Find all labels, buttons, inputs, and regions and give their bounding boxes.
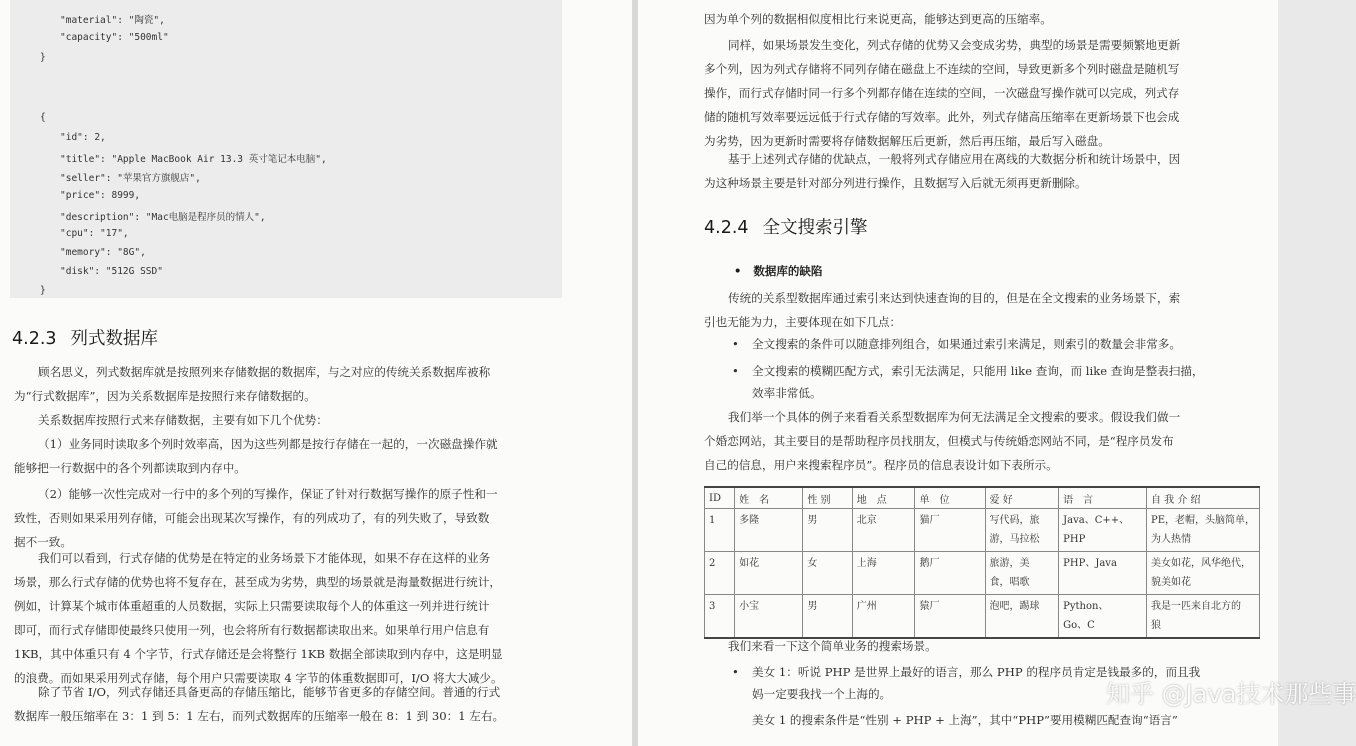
cell-line: PHP xyxy=(1063,534,1086,545)
column-header: 地 点 xyxy=(852,487,915,509)
text-line: 多个列，因为列式存储将不同列存储在磁盘上不连续的空间，导致更新多个列时磁盘是随机写 xyxy=(704,62,1180,76)
column-header: 性 别 xyxy=(803,487,852,509)
cell-line: Java、C++、 xyxy=(1063,515,1130,526)
code-line: } xyxy=(40,52,46,63)
text-line: 我们可以看到，行式存储的优势是在特定的业务场景下才能体现，如果不存在这样的业务 xyxy=(38,551,491,565)
watermark: 知乎 @Java技术那些事 xyxy=(1106,680,1356,708)
cell-line: 旅游，美 xyxy=(989,558,1030,569)
column-header: ID xyxy=(705,487,735,509)
text-line: 数据库一般压缩率在 3：1 到 5：1 左右，而列式数据库的压缩率一般在 8：1 到 30：1 左右。 xyxy=(14,709,505,723)
text-line: 自己的信息，用户来搜索程序员”。程序员的信息表设计如下表所示。 xyxy=(704,458,1058,472)
paragraph xyxy=(14,546,503,690)
table-cell: 1 xyxy=(705,509,735,552)
column-header: 单 位 xyxy=(915,487,985,509)
code-line: "material": "陶瓷", xyxy=(60,15,165,26)
cell-line: 游，马拉松 xyxy=(989,534,1040,545)
table-cell: 2 xyxy=(705,552,735,595)
code-line: "price": 8999, xyxy=(60,190,141,201)
text-line: 引也无能为力，主要体现在如下几点： xyxy=(704,315,902,329)
column-header: 姓 名 xyxy=(735,487,803,509)
code-line: "disk": "512G SSD" xyxy=(60,266,163,277)
paragraph xyxy=(752,708,1178,732)
text-line: 效率非常低。 xyxy=(752,386,822,400)
table-cell: 上海 xyxy=(852,552,915,595)
text-line: 例如，计算某个城市体重超重的人员数据，实际上只需要读取每个人的体重这一列并进行统计 xyxy=(14,599,490,613)
code-line: "id": 2, xyxy=(60,132,106,143)
table-cell: 鹅厂 xyxy=(915,552,985,595)
table-cell xyxy=(1059,509,1147,552)
text-line: 全文搜索的条件可以随意排列组合，如果通过索引来满足，则索引的数量会非常多。 xyxy=(752,337,1181,351)
text-line: 全文搜索的模糊匹配方式，索引无法满足，只能用 like 查询，而 like 查询是整表扫描， xyxy=(752,364,1204,378)
table-cell xyxy=(1059,552,1147,595)
text-line: 美女 1 的搜索条件是“性别 + PHP + 上海”，其中“PHP”要用模糊匹配查询“语言” xyxy=(752,713,1178,727)
table-cell: 广州 xyxy=(852,595,915,639)
table-cell: 男 xyxy=(803,509,852,552)
text-line: 我们来看一下这个简单业务的搜索场景。 xyxy=(728,639,937,653)
cell-line: Go、C xyxy=(1063,620,1095,631)
section-heading-4-2-4 xyxy=(704,214,868,239)
code-line: "title": "Apple MacBook Air 13.3 英寸笔记本电脑", xyxy=(60,154,327,165)
code-block xyxy=(10,0,562,298)
cell-line: PE，老帽，头脑简单， xyxy=(1150,515,1255,526)
section-number: 4.2.3 xyxy=(12,329,57,349)
programmer-info-table xyxy=(704,486,1260,639)
cell-line: 美女如花，风华绝代， xyxy=(1150,558,1251,569)
text-line: 的浪费。而如果采用列式存储，每个用户只需要读取 4 字节的体重数据即可，I/O 将大大减少。 xyxy=(14,671,503,685)
paragraph xyxy=(14,482,498,554)
table-cell xyxy=(985,595,1059,639)
column-header: 自 我 介 绍 xyxy=(1146,487,1259,509)
text-line: 为劣势，因为更新时需要将存储数据解压后更新，然后再压缩，最后写入磁盘。 xyxy=(704,134,1110,148)
paragraph xyxy=(14,432,498,480)
text-line: 储的随机写效率要远远低于行式存储的写效率。此外，列式存储高压缩率在更新场景下也会成 xyxy=(704,110,1180,124)
code-line: "description": "Mac电脑是程序员的情人", xyxy=(60,212,266,223)
cell-line: 狼 xyxy=(1150,620,1161,631)
table-row xyxy=(705,509,1260,552)
cell-line: 食，唱歌 xyxy=(989,577,1030,588)
paragraph xyxy=(38,408,328,432)
paragraph xyxy=(704,33,1180,153)
text-line: 操作，而行式存储时同一行多个列都存储在连续的空间，一次磁盘写操作就可以完成，列式存 xyxy=(704,86,1180,100)
code-line: "cpu": "17", xyxy=(60,228,129,239)
column-header: 爱 好 xyxy=(985,487,1059,509)
table-row xyxy=(705,552,1260,595)
table-cell: 男 xyxy=(803,595,852,639)
cell-line: 貌美如花 xyxy=(1150,577,1191,588)
text-line: 为“行式数据库”，因为关系数据库是按照行来存储数据的。 xyxy=(14,389,316,403)
table-cell: 女 xyxy=(803,552,852,595)
cell-line: 泡吧，踢球 xyxy=(989,601,1040,612)
text-line: 妈一定要我找一个上海的。 xyxy=(752,687,892,701)
table-cell: 猿厂 xyxy=(915,595,985,639)
table-cell: 小宝 xyxy=(735,595,803,639)
table-cell xyxy=(985,552,1059,595)
bullet-dot-icon: • xyxy=(734,264,742,278)
code-line: "capacity": "500ml" xyxy=(60,32,169,43)
bullet-dot-icon: • xyxy=(732,364,739,378)
paragraph xyxy=(14,680,504,728)
text-line: （2）能够一次性完成对一行中的多个列的写操作，保证了针对行数据写操作的原子性和一 xyxy=(38,487,498,501)
table-cell xyxy=(1146,595,1259,639)
text-line: 除了节省 I/O，列式存储还具备更高的存储压缩比，能够节省更多的存储空间。普通的行式 xyxy=(38,685,501,699)
table-cell xyxy=(985,509,1059,552)
bullet-dot-icon: • xyxy=(732,665,739,679)
cell-line: PHP、Java xyxy=(1063,558,1117,569)
text-line: 1KB，其中体重只有 4 个字节，行式存储还是会将整行 1KB 数据全部读取到内存中，这是明显 xyxy=(14,647,503,661)
table-cell: 北京 xyxy=(852,509,915,552)
paragraph xyxy=(704,405,1180,477)
code-line: } xyxy=(40,285,46,296)
cell-line: 为人热情 xyxy=(1150,534,1191,545)
table-cell: 多隆 xyxy=(735,509,803,552)
text-line: 据不一致。 xyxy=(14,535,72,549)
text-line: 场景，那么行式存储的优势也将不复存在，甚至成为劣势，典型的场景就是海量数据进行统计， xyxy=(14,575,501,589)
text-line: 能够把一行数据中的各个列都读取到内存中。 xyxy=(14,461,246,475)
left-page xyxy=(0,0,632,746)
bullet-heading-label: 数据库的缺陷 xyxy=(753,264,823,278)
table-cell: 如花 xyxy=(735,552,803,595)
right-page xyxy=(638,0,1356,746)
text-line: 传统的关系型数据库通过索引来达到快速查询的目的，但是在全文搜索的业务场景下，索 xyxy=(728,291,1181,305)
text-line: 同样，如果场景发生变化，列式存储的优势又会变成劣势，典型的场景是需要频繁地更新 xyxy=(728,38,1181,52)
table-cell: 3 xyxy=(705,595,735,639)
paragraph xyxy=(704,147,1180,195)
text-line: 我们举一个具体的例子来看看关系型数据库为何无法满足全文搜索的要求。假设我们做一 xyxy=(728,410,1181,424)
cell-line: 我是一匹来自北方的 xyxy=(1150,601,1241,612)
section-heading-4-2-3 xyxy=(12,325,158,350)
cell-line: Python、 xyxy=(1063,601,1109,612)
cell-line: 写代码，旅 xyxy=(989,515,1040,526)
section-number: 4.2.4 xyxy=(704,218,749,238)
paragraph xyxy=(704,7,1052,31)
table-cell xyxy=(1146,552,1259,595)
paragraph xyxy=(704,286,1180,334)
bullet-dot-icon: • xyxy=(732,337,739,351)
text-line: 顾名思义，列式数据库就是按照列来存储数据的数据库，与之对应的传统关系数据库被称 xyxy=(38,365,491,379)
text-line: 美女 1：听说 PHP 是世界上最好的语言，那么 PHP 的程序员肯定是钱最多的，而且我 xyxy=(752,665,1201,679)
table-cell xyxy=(1146,509,1259,552)
bullet-heading xyxy=(734,263,822,279)
section-title: 列式数据库 xyxy=(70,329,159,349)
text-line: 因为单个列的数据相似度相比行来说更高，能够达到更高的压缩率。 xyxy=(704,12,1052,26)
text-line: （1）业务同时读取多个列时效率高，因为这些列都是按行存储在一起的，一次磁盘操作就 xyxy=(38,437,498,451)
paragraph xyxy=(14,360,490,408)
text-line: 为这种场景主要是针对部分列进行操作，且数据写入后就无须再更新删除。 xyxy=(704,176,1087,190)
paragraph xyxy=(728,634,937,658)
text-line: 致性，否则如果采用列存储，可能会出现某次写操作，有的列成功了，有的列失败了，导致数 xyxy=(14,511,490,525)
text-line: 基于上述列式存储的优缺点，一般将列式存储应用在离线的大数据分析和统计场景中，因 xyxy=(728,152,1181,166)
text-line: 即可，而行式存储即使最终只使用一列，也会将所有行数据都读取出来。如果单行用户信息有 xyxy=(14,623,490,637)
table-header-row xyxy=(705,487,1260,509)
text-line: 关系数据库按照行式来存储数据，主要有如下几个优势： xyxy=(38,413,328,427)
code-line: { xyxy=(40,112,46,123)
column-header: 语 言 xyxy=(1059,487,1147,509)
section-title: 全文搜索引擎 xyxy=(762,218,868,238)
code-line: "memory": "8G", xyxy=(60,247,146,258)
code-line: "seller": "苹果官方旗舰店", xyxy=(60,173,201,184)
table-cell: 猫厂 xyxy=(915,509,985,552)
table-cell xyxy=(1059,595,1147,639)
table-row xyxy=(705,595,1260,639)
text-line: 个婚恋网站，其主要目的是帮助程序员找朋友，但模式与传统婚恋网站不同，是“程序员发布 xyxy=(704,434,1174,448)
